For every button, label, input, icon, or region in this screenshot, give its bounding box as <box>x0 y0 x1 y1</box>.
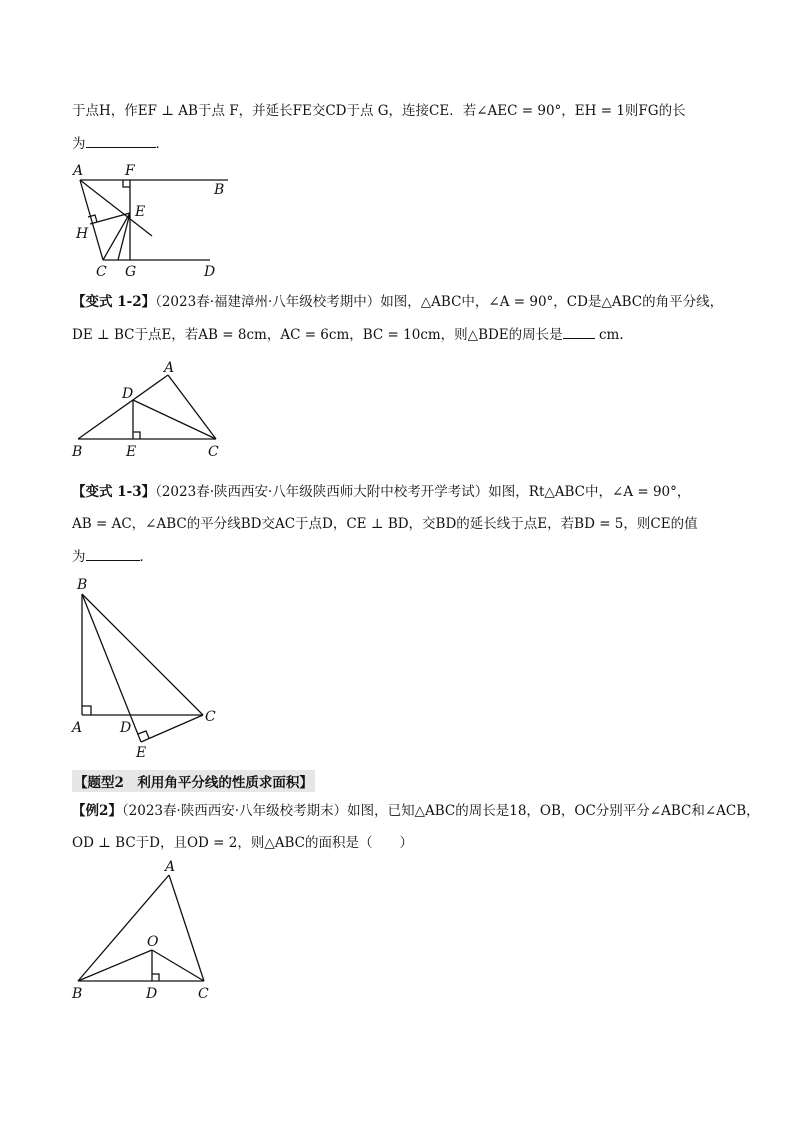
label-E: E <box>135 204 146 220</box>
label-E: E <box>126 444 137 460</box>
label-D: D <box>204 264 216 280</box>
line-AC <box>80 180 103 260</box>
right-angle-E <box>133 432 140 439</box>
problem-1-2-line2 <box>72 324 624 345</box>
label-G: G <box>125 264 137 280</box>
problem-1-3-line2: AB = AC，∠ABC的平分线BD交AC于点D，CE ⊥ BD，交BD的延长线于点E，若BD = 5，则CE的值 <box>72 516 698 532</box>
problem-1-1-prefix: 为 <box>72 136 86 152</box>
problem-1-1-line2 <box>72 133 169 154</box>
label-E: E <box>136 745 147 761</box>
example-2-line2: OD ⊥ BC于D，且OD = 2，则△ABC的面积是（ ） <box>72 835 413 851</box>
problem-1-2-line1 <box>72 292 723 312</box>
label-B: B <box>77 577 88 593</box>
label-C: C <box>198 986 209 1002</box>
line-DC <box>133 400 216 439</box>
label-F: F <box>125 163 135 179</box>
label-B: B <box>72 444 83 460</box>
answer-blank <box>563 324 595 339</box>
problem-1-2-tag: 【变式 1-2】 <box>72 294 156 310</box>
line-GE <box>118 213 130 260</box>
example-2-source: （2023春·陕西西安·八年级校考期末）如图，已知△ABC的周长是18，OB，OC分别平分∠ABC和∠ACB， <box>121 803 760 819</box>
label-A: A <box>72 720 83 736</box>
label-A: A <box>73 163 84 179</box>
line-OC <box>152 950 204 981</box>
figure-example-2 <box>66 858 226 1003</box>
line-OB <box>78 950 152 981</box>
line-AC <box>169 875 204 981</box>
right-angle-F <box>123 180 130 187</box>
label-H: H <box>76 226 89 242</box>
right-angle-D <box>152 974 159 981</box>
problem-1-2-unit: cm. <box>594 327 624 343</box>
label-B: B <box>214 182 225 198</box>
problem-1-3-source: （2023春·陕西西安·八年级陕西师大附中校考开学考试）如图，Rt△ABC中，∠A = 90°， <box>155 484 691 500</box>
problem-1-3-prefix: 为 <box>72 549 86 565</box>
right-angle-H <box>88 215 97 222</box>
label-A: A <box>165 859 176 875</box>
problem-1-2-source: （2023春·福建漳州·八年级校考期中）如图，△ABC中，∠A = 90°，CD是△ABC的角平分线， <box>155 294 724 310</box>
problem-1-1-line1: 于点H，作EF ⊥ AB于点 F，并延长FE交CD于点 G，连接CE．若∠AEC = 90°，EH = 1则FG的长 <box>72 103 686 119</box>
figure-1-3 <box>68 572 238 762</box>
answer-blank <box>86 133 156 148</box>
label-B: B <box>72 986 83 1002</box>
line-BC <box>82 594 203 715</box>
label-O: O <box>147 934 159 950</box>
problem-1-3-line1 <box>72 482 690 502</box>
line-BE <box>82 594 141 742</box>
problem-1-3-tag: 【变式 1-3】 <box>72 484 156 500</box>
label-C: C <box>96 264 107 280</box>
line-CE <box>141 715 203 742</box>
label-D: D <box>120 720 132 736</box>
problem-1-1-suffix: ． <box>155 136 169 152</box>
line-CE <box>103 213 130 260</box>
problem-1-3-suffix: ． <box>139 549 153 565</box>
figure-1-2 <box>68 355 238 465</box>
label-D: D <box>122 386 134 402</box>
line-BA <box>78 875 169 981</box>
example-2-tag: 【例2】 <box>72 803 122 819</box>
example-2-line1 <box>72 801 760 821</box>
line-BA <box>78 375 168 439</box>
label-C: C <box>208 444 219 460</box>
section-title: 【题型2 利用角平分线的性质求面积】 <box>72 770 315 792</box>
label-A: A <box>164 360 175 376</box>
label-D: D <box>146 986 158 1002</box>
problem-1-3-line3 <box>72 546 153 567</box>
label-C: C <box>205 709 216 725</box>
figure-1-1 <box>68 160 238 285</box>
right-angle-A <box>82 706 91 715</box>
answer-blank <box>86 546 140 561</box>
problem-1-2-condition: DE ⊥ BC于点E，若AB = 8cm，AC = 6cm，BC = 10cm，则△BDE的周长是 <box>72 327 563 343</box>
line-AC <box>168 375 216 439</box>
